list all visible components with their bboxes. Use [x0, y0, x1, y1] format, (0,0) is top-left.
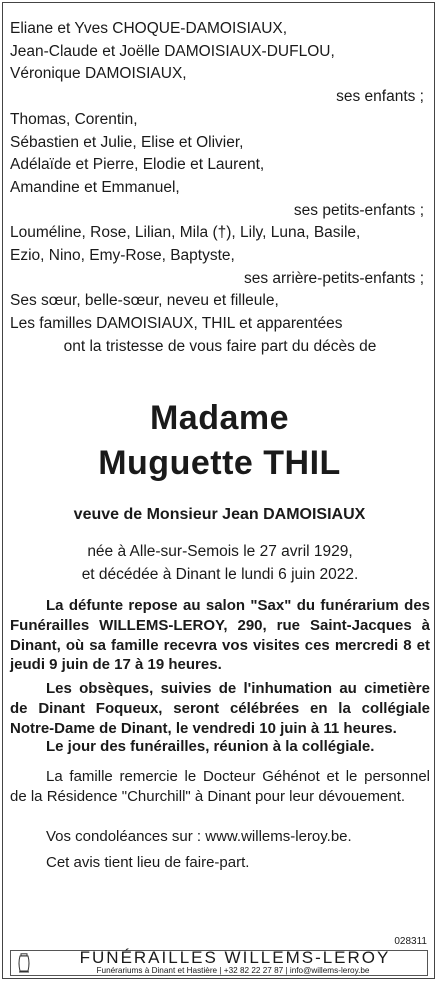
great-grandchildren-line: Louméline, Rose, Lilian, Mila (†), Lily, Luna, Basile, [10, 224, 361, 242]
widow-of-line: veuve de Monsieur Jean DAMOISIAUX [73, 506, 366, 523]
grandchildren-line: Sébastien et Julie, Elise et Olivier, [10, 133, 244, 151]
thanks-paragraph: La famille remercie le Docteur Géhénot et le personnel de la Résidence "Churchill" à Dinant pour leur dévouement. [10, 768, 430, 805]
grandchildren-line: Amandine et Emmanuel, [10, 178, 180, 196]
announcement-line: ont la tristesse de vous faire part du décès de [63, 337, 377, 355]
birth-line: née à Alle-sur-Semois le 27 avril 1929, [87, 543, 353, 560]
grandchildren-line: Adélaïde et Pierre, Elodie et Laurent, [10, 156, 265, 174]
meeting-paragraph: Le jour des funérailles, réunion à la collégiale. [46, 738, 375, 755]
funeral-home-brand: FUNÉRAILLES WILLEMS-LEROY [79, 948, 391, 967]
children-label: ses enfants ; [336, 88, 424, 106]
family-section [10, 18, 430, 359]
family-line: Véronique DAMOISIAUX, [10, 65, 187, 83]
dates-section [10, 541, 430, 586]
family-line: Eliane et Yves CHOQUE-DAMOISIAUX, [10, 20, 288, 37]
reference-number: 028311 [394, 936, 427, 947]
great-grandchildren-line: Ezio, Nino, Emy-Rose, Baptyste, [10, 247, 235, 265]
other-family-line: Ses sœur, belle-sœur, neveu et filleule, [10, 292, 279, 310]
family-line: Jean-Claude et Joëlle DAMOISIAUX-DUFLOU, [10, 42, 335, 60]
grandchildren-label: ses petits-enfants ; [293, 201, 424, 219]
funeral-home-footer [10, 950, 428, 976]
other-family-line: Les familles DAMOISIAUX, THIL et apparentées [10, 315, 343, 333]
condolences-paragraph: Vos condoléances sur : www.willems-leroy.be. [46, 828, 352, 845]
urn-logo-icon [17, 953, 31, 973]
funeral-home-contact: Funérariums à Dinant et Hastière | +32 82 22 27 87 | info@willems-leroy.be [96, 966, 370, 975]
death-line: et décédée à Dinant le lundi 6 juin 2022. [81, 565, 359, 583]
viewing-paragraph: La défunte repose au salon "Sax" du funérarium des Funérailles WILLEMS-LEROY, 290, rue Saint-Jacques à Dinant, où sa famille recevra vos visites ces mercredi 8 et jeudi 9 juin de 17 à 19 heures. [10, 597, 430, 674]
great-grandchildren-label: ses arrière-petits-enfants ; [243, 269, 424, 287]
notice-paragraph: Cet avis tient lieu de faire-part. [46, 854, 250, 871]
funeral-paragraph: Les obsèques, suivies de l'inhumation au cimetière de Dinant Foqueux, seront célébrées en la collégiale Notre-Dame de Dinant, le vendredi 10 juin à 11 heures. [10, 680, 430, 737]
deceased-title: Madame [149, 399, 290, 437]
grandchildren-line: Thomas, Corentin, [10, 110, 138, 128]
deceased-name: Muguette THIL [98, 444, 341, 482]
